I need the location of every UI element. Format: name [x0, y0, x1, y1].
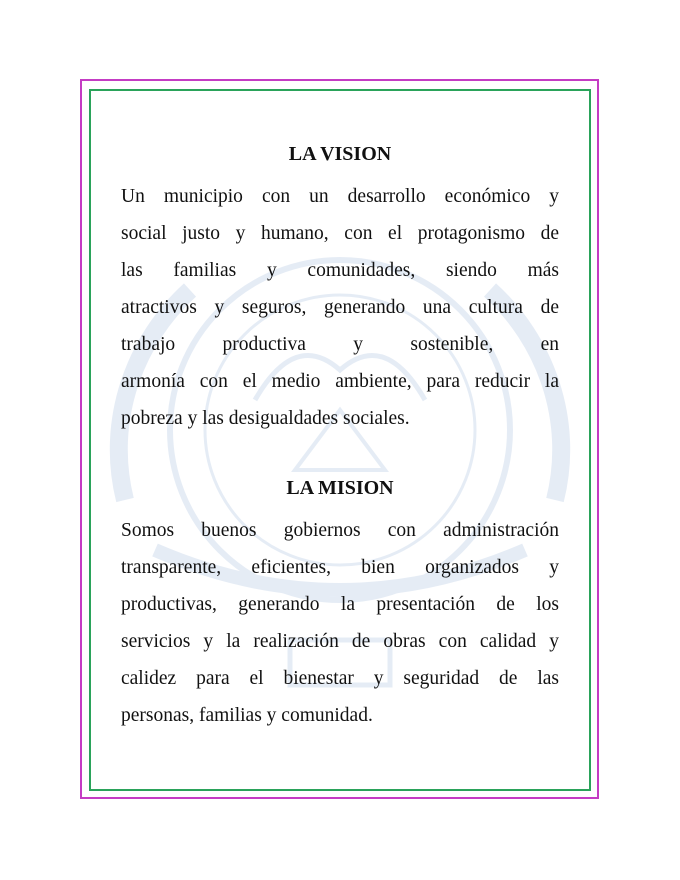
mision-line: calidez para el bienestar y seguridad de las — [121, 668, 559, 689]
vision-heading: LA VISION — [288, 143, 392, 165]
mision-line: personas, familias y comunidad. — [121, 705, 373, 726]
vision-line: trabajo productiva y sostenible, en — [121, 334, 559, 355]
vision-line: atractivos y seguros, generando una cultura de — [121, 297, 559, 318]
mision-line: transparente, eficientes, bien organizados y — [121, 557, 559, 578]
vision-line: social justo y humano, con el protagonismo de — [121, 223, 559, 244]
vision-line: pobreza y las desigualdades sociales. — [121, 408, 410, 429]
mision-section — [121, 476, 559, 734]
vision-line: armonía con el medio ambiente, para reducir la — [121, 371, 559, 392]
vision-paragraph — [121, 178, 559, 437]
mision-line: Somos buenos gobiernos con administración — [121, 520, 559, 541]
mision-line: servicios y la realización de obras con calidad y — [121, 631, 559, 652]
mision-line: productivas, generando la presentación de los — [121, 594, 559, 615]
mision-paragraph — [121, 512, 559, 734]
vision-section — [121, 142, 559, 437]
mision-heading: LA MISION — [286, 477, 394, 499]
vision-line: las familias y comunidades, siendo más — [121, 260, 559, 281]
vision-line: Un municipio con un desarrollo económico y — [121, 186, 559, 207]
